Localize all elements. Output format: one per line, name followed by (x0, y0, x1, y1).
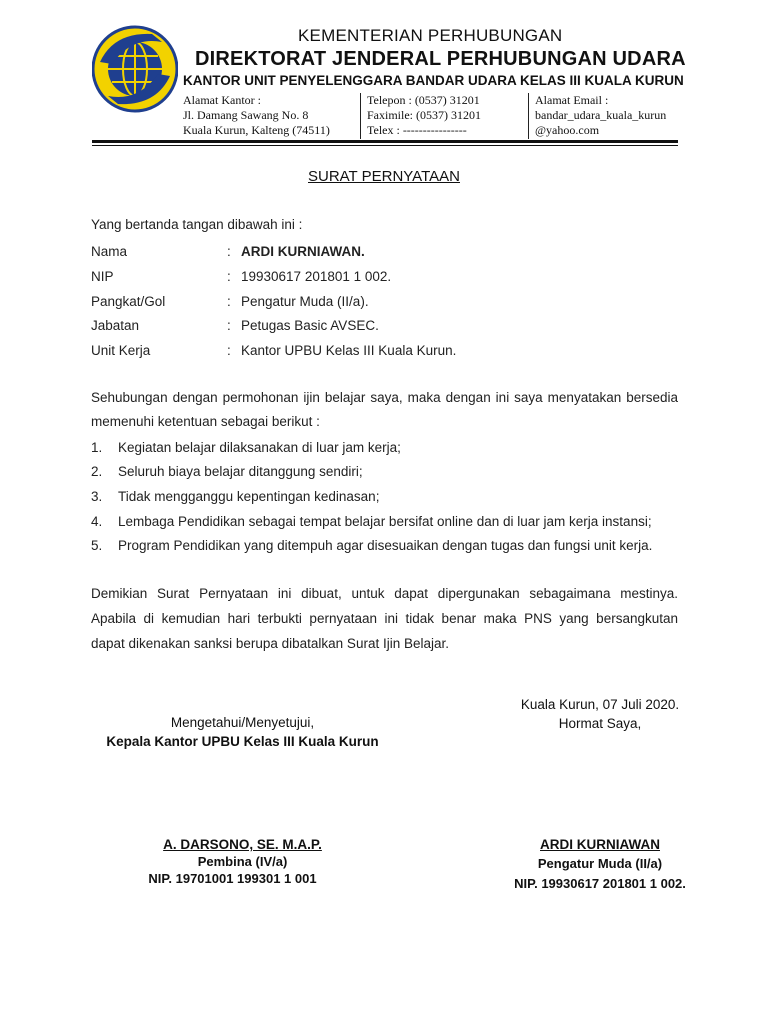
signer-rank: Pengatur Muda (II/a) (537, 856, 663, 871)
ministry-logo-icon (92, 22, 178, 116)
field-label-rank: Pangkat/Gol (91, 294, 166, 309)
address-line-2: Kuala Kurun, Kalteng (74511) (183, 123, 330, 137)
statement-line-2: memenuhi ketentuan sebagai berikut : (91, 414, 320, 429)
list-number: 4. (91, 514, 103, 529)
approver-name: A. DARSONO, SE. M.A.P. (163, 837, 322, 852)
list-number: 2. (91, 464, 103, 479)
field-label-unit: Unit Kerja (91, 343, 151, 358)
document-title-wrapper (0, 168, 768, 185)
directorate-name: DIREKTORAT JENDERAL PERHUBUNGAN UDARA (195, 48, 686, 70)
email-line-1: bandar_udara_kuala_kurun (535, 108, 667, 122)
list-number: 5. (91, 538, 103, 553)
field-label-name: Nama (91, 244, 128, 259)
telex-number: Telex : ---------------- (367, 123, 467, 137)
field-colon: : (227, 318, 231, 333)
list-item: Program Pendidikan yang ditempuh agar disesuaikan dengan tugas dan fungsi unit kerja. (118, 538, 653, 553)
ministry-name: KEMENTERIAN PERHUBUNGAN (298, 26, 563, 45)
approver-nip: NIP. 19701001 199301 1 001 (148, 871, 317, 886)
place-date: Kuala Kurun, 07 Juli 2020. (520, 697, 680, 712)
signer-nip: NIP. 19930617 201801 1 002. (514, 876, 686, 891)
field-value-rank: Pengatur Muda (II/a). (241, 294, 369, 309)
list-item: Tidak mengganggu kepentingan kedinasan; (118, 489, 380, 504)
header-rule (92, 140, 678, 143)
email-line-2: @yahoo.com (535, 123, 600, 137)
closing-line-1: Demikian Surat Pernyataan ini dibuat, untuk dapat dipergunakan sebagaimana mestinya. (91, 586, 678, 601)
field-value-nip: 19930617 201801 1 002. (241, 269, 392, 284)
statement-line-1: Sehubungan dengan permohonan ijin belajar saya, maka dengan ini saya menyatakan bersedia (91, 390, 678, 405)
approver-position: Kepala Kantor UPBU Kelas III Kuala Kurun (106, 734, 379, 749)
field-value-unit: Kantor UPBU Kelas III Kuala Kurun. (241, 343, 457, 358)
email-label: Alamat Email : (535, 93, 609, 107)
approver-name-wrapper (90, 837, 395, 852)
field-label-nip: NIP (91, 269, 114, 284)
office-address (183, 93, 330, 138)
address-line-1: Jl. Damang Sawang No. 8 (183, 108, 309, 122)
list-item: Seluruh biaya belajar ditanggung sendiri; (118, 464, 363, 479)
signer-name: ARDI KURNIAWAN (540, 837, 660, 852)
header-rule (92, 145, 678, 146)
office-phones (367, 93, 481, 138)
field-value-position: Petugas Basic AVSEC. (241, 318, 379, 333)
closing-line-3: dapat dikenakan sanksi berupa dibatalkan Surat Ijin Belajar. (91, 636, 449, 651)
list-number: 3. (91, 489, 103, 504)
field-colon: : (227, 294, 231, 309)
field-label-position: Jabatan (91, 318, 140, 333)
list-item: Kegiatan belajar dilaksanakan di luar jam kerja; (118, 440, 401, 455)
closing-line-2: Apabila di kemudian hari terbukti pernyataan ini tidak benar maka PNS yang bersangkutan (91, 611, 678, 626)
intro-text: Yang bertanda tangan dibawah ini : (91, 217, 303, 232)
signer-name-wrapper (490, 837, 710, 852)
closing-greeting: Hormat Saya, (558, 716, 642, 731)
office-email (535, 93, 666, 138)
field-colon: : (227, 244, 231, 259)
header-divider (528, 93, 529, 139)
list-item: Lembaga Pendidikan sebagai tempat belajar bersifat online dan di luar jam kerja instansi; (118, 514, 652, 529)
header-divider (360, 93, 361, 139)
fax-number: Faximile: (0537) 31201 (367, 108, 481, 122)
document-title: SURAT PERNYATAAN (308, 168, 460, 185)
field-colon: : (227, 269, 231, 284)
approver-rank: Pembina (IV/a) (197, 854, 288, 869)
address-label: Alamat Kantor : (183, 93, 261, 107)
approval-caption: Mengetahui/Menyetujui, (170, 715, 315, 730)
phone-number: Telepon : (0537) 31201 (367, 93, 480, 107)
field-colon: : (227, 343, 231, 358)
field-value-name: ARDI KURNIAWAN. (241, 244, 365, 259)
list-number: 1. (91, 440, 103, 455)
office-name: KANTOR UNIT PENYELENGGARA BANDAR UDARA KELAS III KUALA KURUN (183, 73, 684, 88)
